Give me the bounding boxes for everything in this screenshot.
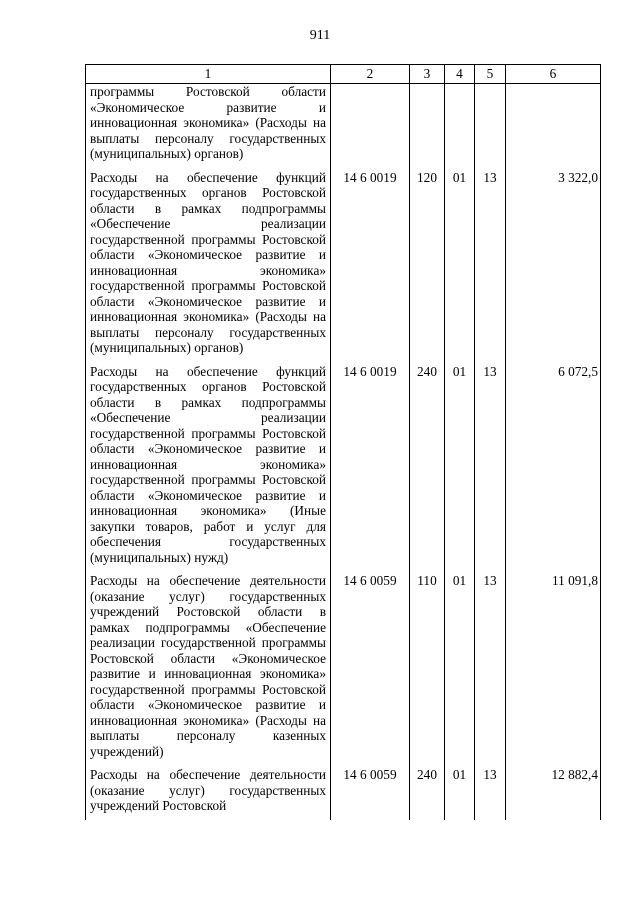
row-code: 14 6 0019 <box>331 168 410 362</box>
row-code: 14 6 0059 <box>331 571 410 765</box>
row-rz: 01 <box>445 765 475 820</box>
header-col-2: 2 <box>331 65 410 84</box>
row-pr <box>475 84 506 168</box>
table-header <box>86 65 601 84</box>
row-code: 14 6 0019 <box>331 362 410 572</box>
header-col-5: 5 <box>475 65 506 84</box>
row-pr: 13 <box>475 765 506 820</box>
row-rz: 01 <box>445 571 475 765</box>
row-pr: 13 <box>475 571 506 765</box>
row-rz: 01 <box>445 362 475 572</box>
row-rz: 01 <box>445 168 475 362</box>
row-code: 14 6 0059 <box>331 765 410 820</box>
row-description: Расходы на обеспечение деятельности (оказание услуг) государственных учреждений Ростовской <box>86 765 331 820</box>
row-vr: 240 <box>410 362 445 572</box>
row-vr: 240 <box>410 765 445 820</box>
row-description: Расходы на обеспечение функций государственных органов Ростовской области в рамках подпрограммы «Обеспечение реализации государственной программы Ростовской области «Экономическое развитие и инновационная экономика» государственной программы Ростовской области «Экономическое развитие и инновационная экономика» (Расходы на выплаты персоналу государственных (муниципальных) органов) <box>86 168 331 362</box>
row-amount <box>506 84 601 168</box>
row-vr: 120 <box>410 168 445 362</box>
row-description: Расходы на обеспечение деятельности (оказание услуг) государственных учреждений Ростовской области в рамках подпрограммы «Обеспечение реализации государственной программы Ростовской области «Экономическое развитие и инновационная экономика» государственной программы Ростовской области «Экономическое развитие и инновационная экономика» (Расходы на выплаты персоналу казенных учреждений) <box>86 571 331 765</box>
row-amount: 3 322,0 <box>506 168 601 362</box>
header-col-6: 6 <box>506 65 601 84</box>
row-description: Расходы на обеспечение функций государственных органов Ростовской области в рамках подпрограммы «Обеспечение реализации государственной программы Ростовской области «Экономическое развитие и инновационная экономика» государственной программы Ростовской области «Экономическое развитие и инновационная экономика» (Иные закупки товаров, работ и услуг для обеспечения государственных (муниципальных) нужд) <box>86 362 331 572</box>
row-code <box>331 84 410 168</box>
row-amount: 12 882,4 <box>506 765 601 820</box>
table-row <box>86 765 601 820</box>
row-description: программы Ростовской области «Экономическое развитие и инновационная экономика» (Расходы на выплаты персоналу государственных (муниципальных) органов) <box>86 84 331 168</box>
header-col-3: 3 <box>410 65 445 84</box>
page-number: 911 <box>309 28 331 43</box>
row-amount: 6 072,5 <box>506 362 601 572</box>
table-row <box>86 168 601 362</box>
row-pr: 13 <box>475 168 506 362</box>
row-amount: 11 091,8 <box>506 571 601 765</box>
row-rz <box>445 84 475 168</box>
budget-table <box>85 64 601 820</box>
header-col-4: 4 <box>445 65 475 84</box>
row-pr: 13 <box>475 362 506 572</box>
row-vr: 110 <box>410 571 445 765</box>
header-col-1: 1 <box>86 65 331 84</box>
table-row <box>86 571 601 765</box>
table-row <box>86 84 601 168</box>
table-row <box>86 362 601 572</box>
row-vr <box>410 84 445 168</box>
